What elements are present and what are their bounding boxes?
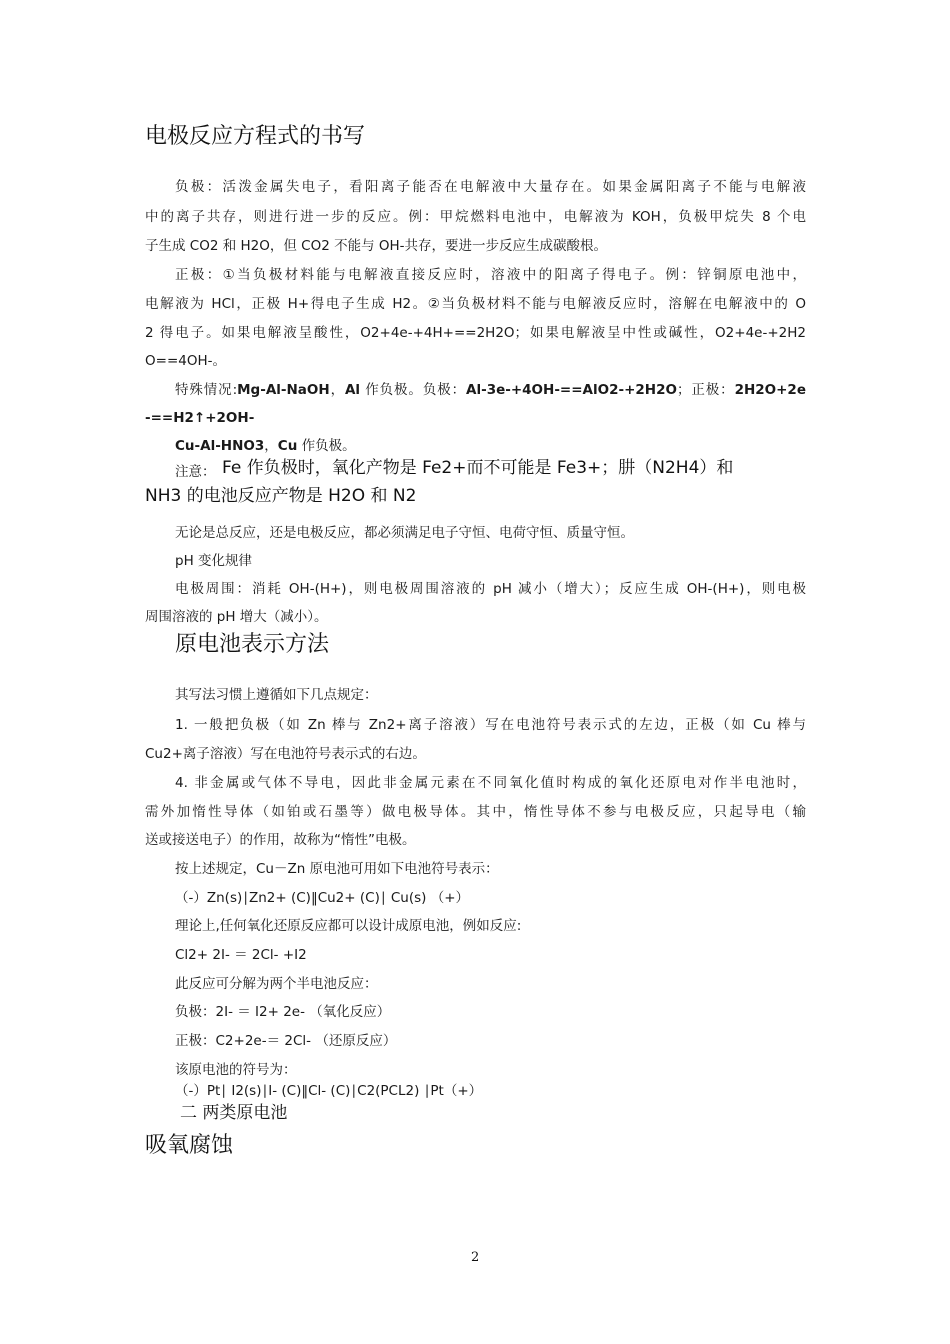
note-line-1: Fe 作负极时，氧化产物是 Fe2+而不可能是 Fe3+；肼（N2H4）和	[222, 458, 734, 478]
rule-1-line-1: 1. 一般把负极（如 Zn 棒与 Zn2+离子溶液）写在电池符号表示式的左边，正极（如 Cu 棒与	[175, 717, 806, 733]
note-label: 注意：	[175, 464, 216, 480]
conservation-line: 无论是总反应，还是电极反应，都必须满足电子守恒、电荷守恒、质量守恒。	[175, 525, 634, 541]
ph-title: pH 变化规律	[175, 553, 253, 569]
positive-half-reaction: 正极：C2+2e-＝ 2Cl- （还原反应）	[175, 1033, 397, 1049]
page-number: 2	[471, 1250, 480, 1265]
positive-paragraph-line-3: 2 得电子。如果电解液呈酸性，O2+4e-+4H+==2H2O；如果电解液呈中性或碱性，O2+4e-+2H2	[145, 325, 806, 341]
ph-line-1: 电极周围：消耗 OH-(H+)，则电极周围溶液的 pH 减小（增大）；反应生成 OH-(H+)，则电极	[175, 581, 806, 597]
note-line-2: NH3 的电池反应产物是 H2O 和 N2	[145, 486, 417, 506]
positive-paragraph-line-2: 电解液为 HCl，正极 H+得电子生成 H2。②当负极材料不能与电解液反应时，溶解在电解液中的 O	[145, 296, 806, 312]
subsection-title-oxygen-corrosion: 吸氧腐蚀	[145, 1133, 234, 1158]
ph-line-2: 周围溶液的 pH 增大（减小）。	[145, 609, 328, 625]
cell-symbol-pt: （-）Pt∣ I2(s)∣I- (C)‖Cl- (C)∣C2(PCL2) ∣Pt（+）	[175, 1083, 483, 1099]
reaction-equation: Cl2+ 2I- ＝ 2Cl- +I2	[175, 947, 307, 963]
negative-half-reaction: 负极：2I- ＝ I2+ 2e- （氧化反应）	[175, 1004, 391, 1020]
section-title-cell-notation: 原电池表示方法	[175, 632, 330, 657]
theory-line: 理论上,任何氧化还原反应都可以设计成原电池，例如反应:	[175, 918, 522, 934]
notation-intro: 其写法习惯上遵循如下几点规定：	[175, 687, 378, 703]
cell-symbol-intro: 该原电池的符号为：	[175, 1062, 297, 1078]
negative-paragraph-line-1: 负极：活泼金属失电子，看阳离子能否在电解液中大量存在。如果金属阳离子不能与电解液	[175, 179, 806, 195]
cell-symbol-cu-zn: （-）Zn(s)∣Zn2+ (C)‖Cu2+ (C)∣ Cu(s) （+）	[175, 890, 470, 906]
positive-paragraph-line-1: 正极：①当负极材料能与电解液直接反应时，溶液中的阳离子得电子。例：锌铜原电池中，	[175, 267, 806, 283]
negative-paragraph-line-3: 子生成 CO2 和 H2O，但 CO2 不能与 OH-共存，要进一步反应生成碳酸根。	[145, 238, 608, 254]
rule-1-line-2: Cu2+离子溶液）写在电池符号表示式的右边。	[145, 746, 426, 762]
section-title-two-cell-types: 二 两类原电池	[180, 1103, 288, 1123]
rule-4-line-2: 需外加惰性导体（如铂或石墨等）做电极导体。其中，惰性导体不参与电极反应，只起导电（输	[145, 804, 806, 820]
special-case-line-2: -==H2↑+2OH-	[145, 410, 255, 426]
special-case-line-3: Cu-Al-HNO3，Cu 作负极。	[175, 438, 356, 454]
section-title-electrode-equations: 电极反应方程式的书写	[145, 124, 366, 149]
rule-4-line-3: 送或接送电子）的作用，故称为“惰性”电极。	[145, 832, 416, 848]
positive-paragraph-line-4: O==4OH-。	[145, 353, 226, 369]
rule-4-line-1: 4. 非金属或气体不导电，因此非金属元素在不同氧化值时构成的氧化还原电对作半电池时，	[175, 775, 806, 791]
special-case-line-1: 特殊情况:Mg-Al-NaOH，Al 作负极。负极：Al-3e-+4OH-==AlO2-+2H2O；正极：2H2O+2e	[175, 382, 806, 398]
rule-apply-line: 按上述规定，Cu－Zn 原电池可用如下电池符号表示：	[175, 861, 499, 877]
negative-paragraph-line-2: 中的离子共存，则进行进一步的反应。例：甲烷燃料电池中，电解液为 KOH，负极甲烷失 8 个电	[145, 209, 806, 225]
half-reaction-intro: 此反应可分解为两个半电池反应：	[175, 976, 378, 992]
